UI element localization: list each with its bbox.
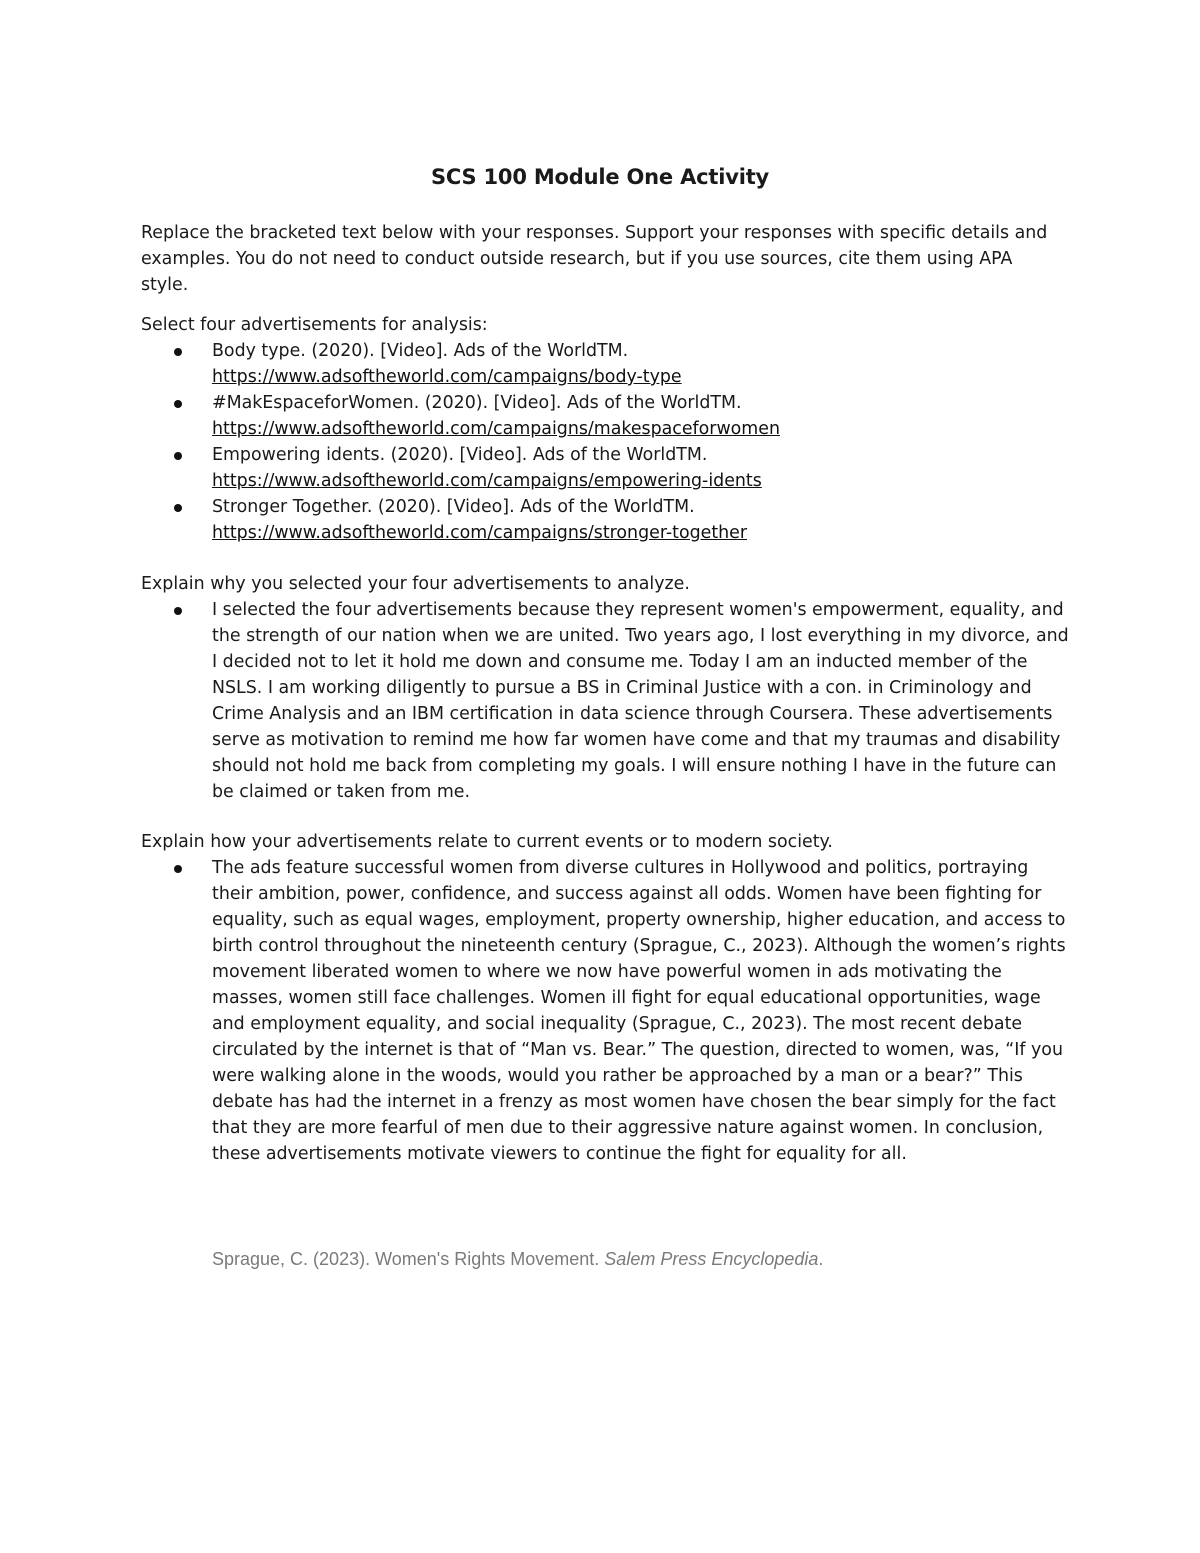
ad-citation: #MakEspaceforWomen. (2020). [Video]. Ads of the WorldTM. xyxy=(212,393,742,413)
list-item xyxy=(141,442,1071,494)
reference-end: . xyxy=(818,1249,824,1269)
list-item xyxy=(141,855,1071,1167)
ad-link[interactable]: https://www.adsoftheworld.com/campaigns/stronger-together xyxy=(212,523,748,543)
bullet-icon xyxy=(174,400,182,408)
ad-link[interactable]: https://www.adsoftheworld.com/campaigns/empowering-idents xyxy=(212,471,762,491)
why-list xyxy=(141,597,1071,805)
why-response: I selected the four advertisements because they represent women's empowerment, equality, and the strength of our nation when we are united. Two years ago, I lost everything in my divorce, and I decided not to let it hold me down and consume me. Today I am an inducted member of the NSLS. I am working diligently to pursue a BS in Criminal Justice with a con. in Criminology and Crime Analysis and an IBM certification in data science through Coursera. These advertisements serve as motivation to remind me how far women have come and that my traumas and disability should not hold me back from completing my goals. I will ensure nothing I have in the future can be claimed or taken from me. xyxy=(212,600,1069,802)
ad-citation: Body type. (2020). [Video]. Ads of the WorldTM. xyxy=(212,341,629,361)
list-item xyxy=(141,390,1071,442)
list-item xyxy=(141,338,1071,390)
how-section-label: Explain how your advertisements relate to current events or to modern society. xyxy=(141,832,833,852)
page-title: SCS 100 Module One Activity xyxy=(430,165,770,189)
reference-entry xyxy=(212,1249,823,1270)
why-section-label: Explain why you selected your four advertisements to analyze. xyxy=(141,574,690,594)
ads-section-label: Select four advertisements for analysis: xyxy=(141,315,488,335)
list-item xyxy=(141,494,1071,546)
ad-link[interactable]: https://www.adsoftheworld.com/campaigns/makespaceforwomen xyxy=(212,419,780,439)
bullet-icon xyxy=(174,348,182,356)
ad-citation: Stronger Together. (2020). [Video]. Ads of the WorldTM. xyxy=(212,497,695,517)
instructions-paragraph: Replace the bracketed text below with your responses. Support your responses with specific details and examples. You do not need to conduct outside research, but if you use sources, cite them using APA style. xyxy=(141,223,1048,295)
bullet-icon xyxy=(174,504,182,512)
ads-list xyxy=(141,338,1071,546)
how-list xyxy=(141,855,1071,1167)
how-response: The ads feature successful women from diverse cultures in Hollywood and politics, portraying their ambition, power, confidence, and success against all odds. Women have been fighting for equality, such as equal wages, employment, property ownership, higher education, and access to birth control throughout the nineteenth century (Sprague, C., 2023). Although the women’s rights movement liberated women to where we now have powerful women in ads motivating the masses, women still face challenges. Women ill fight for equal educational opportunities, wage and employment equality, and social inequality (Sprague, C., 2023). The most recent debate circulated by the internet is that of “Man vs. Bear.” The question, directed to women, was, “If you were walking alone in the woods, would you rather be approached by a man or a bear?” This debate has had the internet in a frenzy as most women have chosen the bear simply for the fact that they are more fearful of men due to their aggressive nature against women. In conclusion, these advertisements motivate viewers to continue the fight for equality for all. xyxy=(212,858,1066,1164)
list-item xyxy=(141,597,1071,805)
ad-citation: Empowering idents. (2020). [Video]. Ads of the WorldTM. xyxy=(212,445,708,465)
reference-source: Salem Press Encyclopedia xyxy=(604,1249,819,1269)
reference-text: Sprague, C. (2023). Women's Rights Movement. xyxy=(212,1249,600,1269)
bullet-icon xyxy=(174,452,182,460)
bullet-icon xyxy=(174,865,182,873)
bullet-icon xyxy=(174,607,182,615)
ad-link[interactable]: https://www.adsoftheworld.com/campaigns/body-type xyxy=(212,367,682,387)
